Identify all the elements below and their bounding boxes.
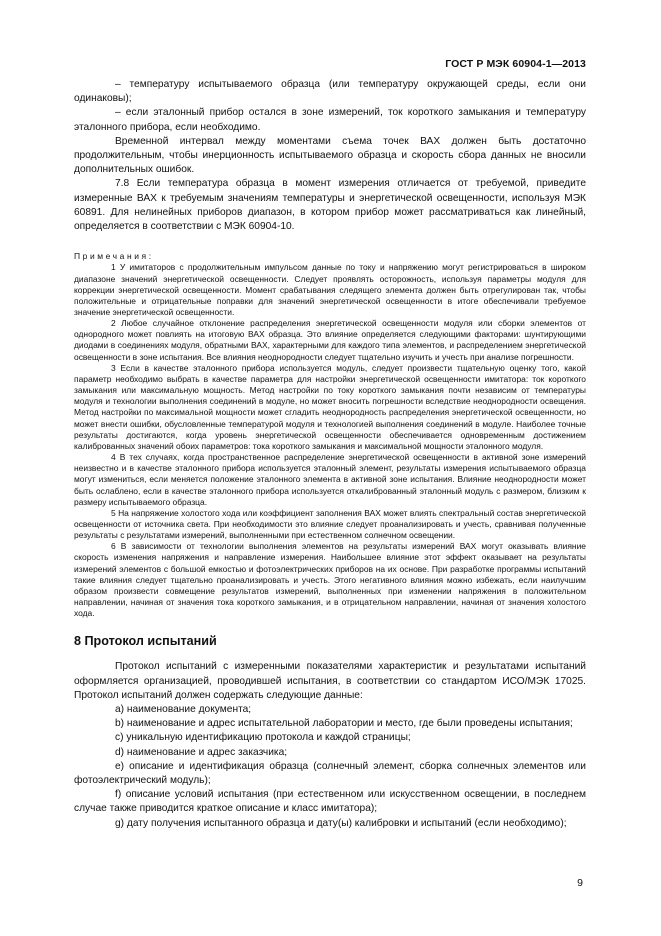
paragraph: 7.8 Если температура образца в момент измерения отличается от требуемой, приведите измеренные ВАХ к требуемым значениям температуры и энергетической освещенности, используя МЭК 60891. Для нелинейных приборов диапазон, в котором прибор может рассматриваться как линейный, определяется в соответствии с МЭК 60904-10. — [74, 178, 586, 233]
list-item: g) дату получения испытанного образца и дату(ы) калибровки и испытаний (если необходимо); — [115, 817, 567, 829]
list-item: b) наименование и адрес испытательной лаборатории и место, где были проведены испытания; — [115, 718, 573, 730]
list-item: e) описание и идентификация образца (солнечный элемент, сборка солнечных элементов или фотоэлектрический модуль); — [74, 760, 586, 787]
page-body — [74, 78, 586, 831]
page-number: 9 — [577, 877, 583, 889]
note-item: 1 У имитаторов с продолжительным импульсом данные по току и напряжению могут регистрироваться в широком диапазоне значений энергетической освещенности. Следует проявлять осторожность, используя параметры модуля для коррекции энергетической освещенности. Момент срабатывания следящего элемента должен быть отрегулирован так, чтобы положительные и отрицательные поправки для значений энергетической освещенности в итоге обеспечивали требуемое значение энергетической освещенности. — [74, 262, 586, 318]
document-header: ГОСТ Р МЭК 60904-1—2013 — [445, 58, 586, 70]
paragraph: – если эталонный прибор остался в зоне измерений, ток короткого замыкания и температуру эталонного прибора, если необходимо. — [74, 107, 586, 133]
notes-title: Примечания: — [74, 251, 154, 262]
note-item: 4 В тех случаях, когда пространственное распределение энергетической освещенности в активной зоне измерений неизвестно и в качестве эталонного прибора используется эталонный элемент, результаты измерения испытываемого образца могут измениться, если меняется положение эталонного элемента в активной зоне испытания. Влияние неоднородности может быть ослаблено, если в качестве эталонного прибора используется откалиброванный эталонный модуль с размером, близким к размеру испытываемого образца. — [74, 452, 586, 507]
paragraph: Протокол испытаний с измеренными показателями характеристик и результатами испытаний оформляется организацией, проводившей испытания, в соответствии со стандартом ИСО/МЭК 17025. Протокол испытаний должен содержать следующие данные: — [74, 661, 586, 701]
note-item: 6 В зависимости от технологии выполнения элементов на результаты измерений ВАХ могут оказывать влияние скорость изменения напряжения и направление измерения. Наибольшее влияние этот эффект оказывает на результаты измерений элементов с большой емкостью и фотоэлектрических приборов на их основе. При разработке программы испытаний такие влияния следует тщательно проанализировать и учесть. Этого негативного влияния можно избежать, если наилучшим образом произвести совмещение результатов измерений, выполненных при изменении напряжения в положительном направлении, начиная от значения тока короткого замыкания, и в отрицательном направлении, начиная от значения холостого хода. — [74, 541, 586, 619]
list-item: f) описание условий испытания (при естественном или искусственном освещении, в последнем случае также приводится краткое описание и класс имитатора); — [74, 789, 586, 815]
note-item: 3 Если в качестве эталонного прибора используется модуль, следует произвести тщательную оценку того, какой параметр необходимо выбрать в качестве параметра для настройки энергетической освещенности имитатора: ток короткого замыкания или максимальную мощность. Метод настройки по току короткого замыкания почти независим от температуры модуля и технологии выполнения соединений в модуле, но может вносить погрешности вследствие неоднородности освещения. Метод настройки по максимальной мощности может сгладить неоднородность распределения энергетической освещенности, но может внести ошибки, обусловленные температурой модуля и технологией выполнения соединений в модуле. Наиболее точные результаты достигаются, когда уровень энергетической освещенности обеспечивается одновременным достижением калиброванных значений обоих параметров: тока короткого замыкания и максимальной мощности эталонного модуля. — [74, 362, 586, 451]
note-item: 5 На напряжение холостого хода или коэффициент заполнения ВАХ может влиять спектральный состав энергетической освещенности от источника света. При необходимости это влияние следует проанализировать и учесть, сравнивая полученные результаты с результатами измерений, выполненными при естественном солнечном освещении. — [74, 507, 586, 541]
list-item: a) наименование документа; — [115, 704, 252, 715]
intro-block — [74, 78, 586, 234]
section-heading: 8 Протокол испытаний — [74, 634, 217, 649]
paragraph: Временной интервал между моментами съема точек ВАХ должен быть достаточно продолжительным, чтобы инерционность испытываемого образца и скорость сбора данных не вносили дополнительных ошибок. — [74, 135, 586, 176]
list-item: d) наименование и адрес заказчика; — [115, 746, 288, 758]
notes-block — [74, 251, 586, 619]
list-item: c) уникальную идентификацию протокола и каждой страницы; — [115, 732, 411, 744]
paragraph: – температуру испытываемого образца (или температуру окружающей среды, если они одинаковы); — [74, 79, 586, 105]
note-item: 2 Любое случайное отклонение распределения энергетической освещенности модуля или сборки элементов от однородного может повлиять на итоговую ВАХ образца. Это влияние определяется следующими факторами: шунтирующими диодами в соединениях модуля, обратными ВАХ, характерными для каждого типа элементов, и распределением энергетической освещенности в зоне испытания. Все влияния неоднородности следует тщательно изучить и учесть при анализе погрешности. — [74, 318, 586, 362]
section-8 — [74, 634, 586, 830]
